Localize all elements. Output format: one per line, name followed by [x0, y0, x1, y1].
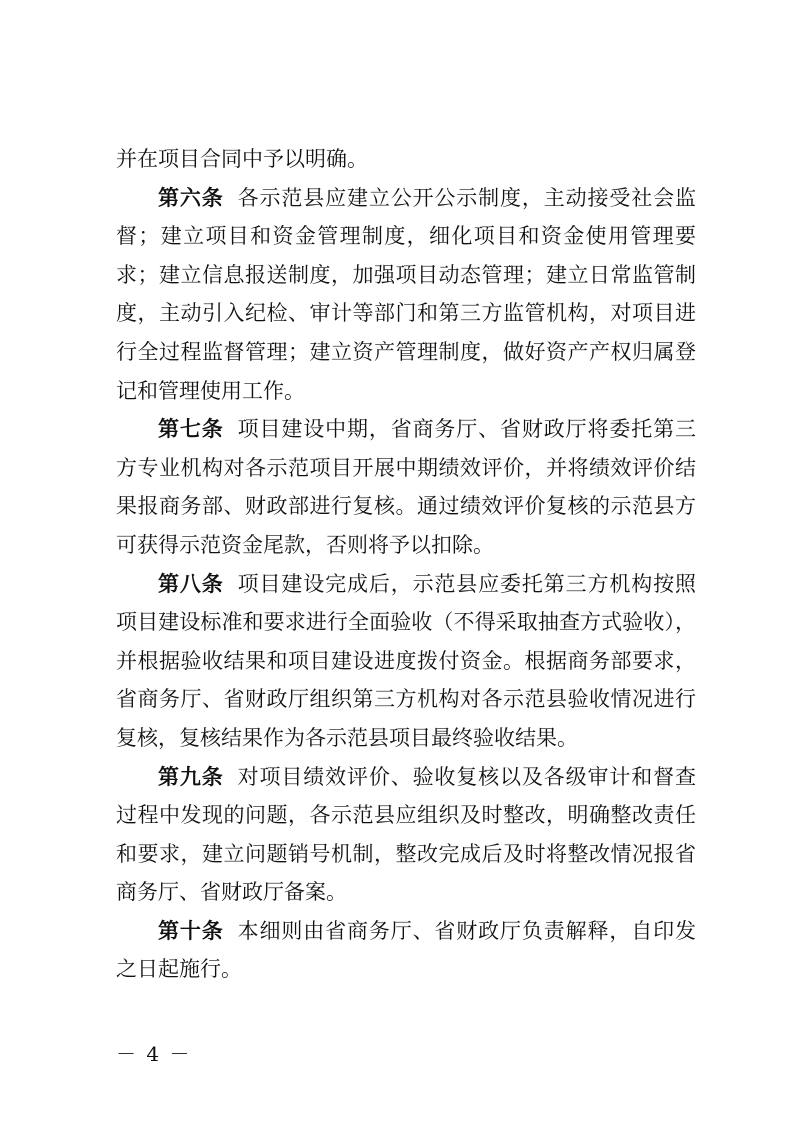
article-9-paragraph	[116, 758, 696, 912]
article-10-paragraph	[116, 912, 696, 989]
article-7-paragraph	[116, 410, 696, 564]
page-number: － 4 －	[116, 1042, 192, 1066]
article-6-paragraph	[116, 179, 696, 411]
article-heading: 第六条	[158, 185, 224, 210]
article-heading: 第七条	[158, 417, 224, 442]
article-text: 本细则由省商务厅、省财政厅负责解释，自印发之日起施行。	[116, 918, 696, 982]
article-text: 项目建设中期，省商务厅、省财政厅将委托第三方专业机构对各示范项目开展中期绩效评价，并将绩效评价结果报商务部、财政部进行复核。通过绩效评价复核的示范县方可获得示范资金尾款，否则将予以扣除。	[116, 417, 696, 557]
paragraph-continuation	[116, 140, 696, 179]
article-8-paragraph	[116, 565, 696, 758]
paragraph-text: 并在项目合同中予以明确。	[116, 147, 368, 171]
article-text: 项目建设完成后，示范县应委托第三方机构按照项目建设标准和要求进行全面验收（不得采取抽查方式验收），并根据验收结果和项目建设进度拨付资金。根据商务部要求，省商务厅、省财政厅组织第三方机构对各示范县验收情况进行复核，复核结果作为各示范县项目最终验收结果。	[116, 571, 696, 750]
article-text: 对项目绩效评价、验收复核以及各级审计和督查过程中发现的问题，各示范县应组织及时整改，明确整改责任和要求，建立问题销号机制，整改完成后及时将整改情况报省商务厅、省财政厅备案。	[116, 764, 696, 905]
article-heading: 第九条	[158, 764, 224, 789]
article-heading: 第八条	[158, 571, 224, 596]
article-text: 各示范县应建立公开公示制度，主动接受社会监督；建立项目和资金管理制度，细化项目和资金使用管理要求；建立信息报送制度，加强项目动态管理；建立日常监管制度，主动引入纪检、审计等部门和第三方监管机构，对项目进行全过程监督管理；建立资产管理制度，做好资产产权归属登记和管理使用工作。	[116, 185, 696, 403]
article-heading: 第十条	[158, 918, 224, 943]
document-body	[116, 140, 696, 989]
